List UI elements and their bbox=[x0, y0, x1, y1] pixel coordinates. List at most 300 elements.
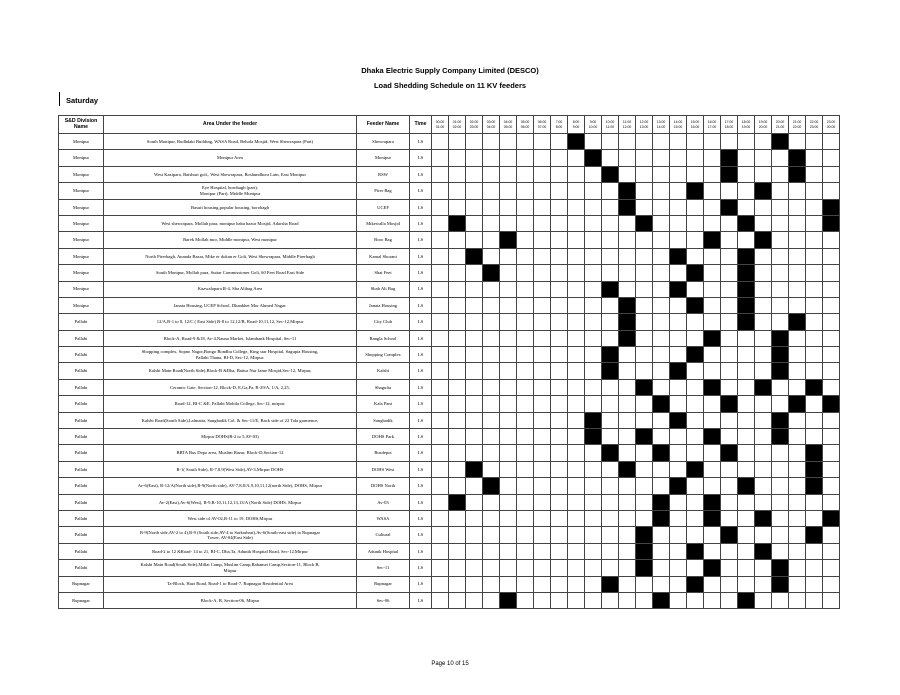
shed-cell bbox=[806, 543, 823, 559]
shed-cell bbox=[619, 248, 636, 264]
shed-cell-active bbox=[687, 183, 704, 199]
hour-from: 06:00 bbox=[537, 120, 547, 125]
shed-cell bbox=[534, 429, 551, 445]
shed-cell bbox=[534, 461, 551, 477]
shed-cell bbox=[687, 478, 704, 494]
shed-cell-active bbox=[687, 543, 704, 559]
shed-cell bbox=[449, 429, 466, 445]
shed-cell-active bbox=[789, 314, 806, 330]
feeder-cell: Shat Feet bbox=[357, 265, 410, 281]
shed-cell bbox=[806, 363, 823, 379]
shed-cell bbox=[432, 248, 449, 264]
table-row bbox=[59, 314, 840, 330]
shed-cell bbox=[789, 510, 806, 526]
shed-cell bbox=[483, 134, 500, 150]
area-cell: Janata Housing, UCEP School, Dhankhet Mor Ahmed Nagar. bbox=[104, 297, 357, 313]
shed-cell bbox=[534, 347, 551, 363]
shed-cell bbox=[619, 478, 636, 494]
area-cell: R-9(North side,AV-2 to 4),R-9 (South side,AV-4 to Sarkarbari),Av-6(South-east side) to Rupnagar Tower, AV-04(East Side) bbox=[104, 527, 357, 543]
shed-cell bbox=[466, 134, 483, 150]
shed-cell bbox=[500, 527, 517, 543]
shed-cell bbox=[500, 265, 517, 281]
shed-cell bbox=[619, 527, 636, 543]
shed-cell bbox=[670, 134, 687, 150]
shed-cell bbox=[432, 314, 449, 330]
shed-cell-active bbox=[687, 265, 704, 281]
shed-cell bbox=[806, 248, 823, 264]
shed-cell bbox=[806, 510, 823, 526]
shed-cell bbox=[449, 379, 466, 395]
shed-cell bbox=[432, 510, 449, 526]
table-row bbox=[59, 412, 840, 428]
table-row bbox=[59, 445, 840, 461]
shed-cell bbox=[619, 265, 636, 281]
hour-to: 21:00 bbox=[775, 124, 785, 129]
area-cell: Kalshi Road(South Side),Lalmatia, Sangbadik Col. & Sec-11/E, Back side of 22 Tala garmence, bbox=[104, 412, 357, 428]
shed-cell bbox=[619, 363, 636, 379]
shed-cell bbox=[602, 314, 619, 330]
shed-cell bbox=[636, 412, 653, 428]
hour-from: 7:00 bbox=[555, 120, 563, 125]
shed-cell-active bbox=[755, 379, 772, 395]
area-cell: Basuti housing,popular housing, borobagh bbox=[104, 199, 357, 215]
shed-cell bbox=[687, 379, 704, 395]
shed-cell bbox=[449, 560, 466, 576]
company-title: Dhaka Electric Supply Company Limited (DESCO) bbox=[361, 66, 539, 75]
shed-cell-active bbox=[466, 248, 483, 264]
shed-cell bbox=[704, 248, 721, 264]
shed-cell bbox=[636, 314, 653, 330]
shed-cell bbox=[755, 297, 772, 313]
shed-cell bbox=[619, 347, 636, 363]
shed-cell bbox=[636, 592, 653, 608]
shed-cell bbox=[823, 183, 840, 199]
shed-cell bbox=[636, 363, 653, 379]
area-cell: North Pirerbagh, Ananda Bazar, Mike er dokan er Goli, West Shewrapara, Middle Pirerbagh bbox=[104, 248, 357, 264]
shed-cell bbox=[619, 576, 636, 592]
feeder-cell: Shah Ali Bag bbox=[357, 281, 410, 297]
hour-to: 01:00 bbox=[435, 124, 445, 129]
shed-cell-active bbox=[806, 527, 823, 543]
shed-cell bbox=[806, 429, 823, 445]
shed-cell bbox=[483, 429, 500, 445]
shed-cell bbox=[738, 199, 755, 215]
shed-cell bbox=[653, 543, 670, 559]
shed-cell bbox=[483, 248, 500, 264]
shed-cell bbox=[534, 248, 551, 264]
shed-cell bbox=[602, 396, 619, 412]
shed-cell bbox=[585, 166, 602, 182]
time-cell: LS bbox=[410, 527, 432, 543]
shed-cell-active bbox=[653, 510, 670, 526]
shed-cell bbox=[755, 592, 772, 608]
shed-cell bbox=[483, 592, 500, 608]
shed-cell bbox=[789, 183, 806, 199]
shed-cell bbox=[755, 363, 772, 379]
shed-cell-active bbox=[738, 297, 755, 313]
shed-cell bbox=[687, 330, 704, 346]
shed-cell bbox=[500, 543, 517, 559]
shed-cell bbox=[602, 215, 619, 231]
time-cell: LS bbox=[410, 560, 432, 576]
feeder-cell: RSW bbox=[357, 166, 410, 182]
shed-cell bbox=[687, 363, 704, 379]
shed-cell bbox=[806, 265, 823, 281]
shed-cell bbox=[517, 330, 534, 346]
shed-cell bbox=[585, 478, 602, 494]
shed-cell-active bbox=[789, 166, 806, 182]
shed-cell bbox=[534, 412, 551, 428]
shed-cell-active bbox=[772, 347, 789, 363]
shed-cell bbox=[619, 396, 636, 412]
shed-cell bbox=[534, 478, 551, 494]
shed-cell bbox=[432, 429, 449, 445]
shed-cell bbox=[738, 150, 755, 166]
shed-cell bbox=[500, 134, 517, 150]
shed-cell bbox=[568, 543, 585, 559]
shed-cell bbox=[432, 379, 449, 395]
shed-cell bbox=[619, 560, 636, 576]
shed-cell-active bbox=[738, 265, 755, 281]
shed-cell bbox=[602, 478, 619, 494]
time-cell: LS bbox=[410, 494, 432, 510]
header-hour bbox=[432, 116, 449, 134]
shed-cell bbox=[738, 494, 755, 510]
table-row bbox=[59, 199, 840, 215]
table-row bbox=[59, 560, 840, 576]
shed-cell-active bbox=[772, 363, 789, 379]
shed-cell bbox=[687, 248, 704, 264]
shed-cell bbox=[568, 478, 585, 494]
shed-cell bbox=[823, 412, 840, 428]
shed-cell bbox=[636, 347, 653, 363]
shed-cell bbox=[449, 134, 466, 150]
shed-cell bbox=[687, 199, 704, 215]
hour-from: 15:00 bbox=[690, 120, 700, 125]
area-cell: Monipur Area bbox=[104, 150, 357, 166]
shed-cell bbox=[517, 134, 534, 150]
shed-cell bbox=[823, 445, 840, 461]
shed-cell bbox=[551, 134, 568, 150]
shed-cell bbox=[636, 494, 653, 510]
shed-cell bbox=[568, 166, 585, 182]
shed-cell bbox=[755, 445, 772, 461]
shed-cell bbox=[653, 461, 670, 477]
shed-cell bbox=[449, 232, 466, 248]
shed-cell-active bbox=[789, 150, 806, 166]
shed-cell bbox=[466, 592, 483, 608]
division-cell: Pallabi bbox=[59, 314, 104, 330]
division-cell: Monipur bbox=[59, 297, 104, 313]
shed-cell bbox=[619, 543, 636, 559]
shed-cell bbox=[636, 281, 653, 297]
shed-cell bbox=[517, 510, 534, 526]
shed-cell bbox=[755, 281, 772, 297]
shed-cell bbox=[789, 215, 806, 231]
shed-cell bbox=[823, 494, 840, 510]
shed-cell-active bbox=[568, 134, 585, 150]
shed-cell bbox=[585, 592, 602, 608]
shed-cell-active bbox=[636, 429, 653, 445]
hour-to: 15:00 bbox=[673, 124, 683, 129]
shed-cell bbox=[483, 396, 500, 412]
shed-cell bbox=[755, 215, 772, 231]
feeder-cell: DOHS North bbox=[357, 478, 410, 494]
area-cell: 12/A,R-1 to 8, 12/C ( East Side) R-8 to 12,12/B, Road-10,11,12, Sec-12,Mirpur bbox=[104, 314, 357, 330]
shed-cell bbox=[449, 183, 466, 199]
shed-cell bbox=[602, 527, 619, 543]
hour-from: 22:00 bbox=[809, 120, 819, 125]
shed-cell bbox=[500, 560, 517, 576]
shed-cell bbox=[432, 150, 449, 166]
shed-cell bbox=[636, 248, 653, 264]
shed-cell bbox=[517, 445, 534, 461]
table-row bbox=[59, 379, 840, 395]
hour-from: 00:00 bbox=[435, 120, 445, 125]
shed-cell bbox=[721, 576, 738, 592]
shed-cell-active bbox=[772, 429, 789, 445]
shed-cell bbox=[721, 363, 738, 379]
shed-cell bbox=[585, 134, 602, 150]
time-cell: LS bbox=[410, 134, 432, 150]
shed-cell bbox=[721, 265, 738, 281]
shed-cell-active bbox=[704, 232, 721, 248]
shed-cell bbox=[483, 363, 500, 379]
shed-cell bbox=[585, 494, 602, 510]
shed-cell bbox=[568, 592, 585, 608]
shed-cell bbox=[483, 215, 500, 231]
shed-cell-active bbox=[806, 445, 823, 461]
shed-cell bbox=[653, 183, 670, 199]
shed-cell-active bbox=[687, 576, 704, 592]
feeder-cell: Shagufta bbox=[357, 379, 410, 395]
header-hour bbox=[568, 116, 585, 134]
hour-to: 8:00 bbox=[555, 124, 563, 129]
shed-cell bbox=[534, 265, 551, 281]
shed-cell bbox=[721, 510, 738, 526]
shed-cell bbox=[585, 560, 602, 576]
shed-cell bbox=[551, 461, 568, 477]
hour-from: 11:00 bbox=[622, 120, 632, 125]
table-row bbox=[59, 396, 840, 412]
shed-cell bbox=[721, 592, 738, 608]
shed-cell bbox=[449, 363, 466, 379]
shed-cell bbox=[585, 183, 602, 199]
shed-cell bbox=[772, 265, 789, 281]
shed-cell bbox=[432, 134, 449, 150]
hour-to: 13:00 bbox=[639, 124, 649, 129]
shed-cell bbox=[619, 379, 636, 395]
shed-cell bbox=[432, 199, 449, 215]
feeder-cell: Bangla School bbox=[357, 330, 410, 346]
shed-cell bbox=[721, 215, 738, 231]
shed-cell bbox=[568, 314, 585, 330]
shed-cell bbox=[636, 576, 653, 592]
division-cell: Pallabi bbox=[59, 527, 104, 543]
shed-cell bbox=[483, 461, 500, 477]
shed-cell bbox=[721, 560, 738, 576]
shed-cell bbox=[517, 592, 534, 608]
shed-cell-active bbox=[823, 199, 840, 215]
division-cell: Monipur bbox=[59, 281, 104, 297]
shed-cell bbox=[704, 412, 721, 428]
shed-cell bbox=[432, 297, 449, 313]
shed-cell bbox=[772, 248, 789, 264]
shed-cell bbox=[534, 363, 551, 379]
shed-cell bbox=[670, 560, 687, 576]
shed-cell bbox=[449, 297, 466, 313]
shed-cell bbox=[551, 183, 568, 199]
shed-cell bbox=[636, 297, 653, 313]
shed-cell bbox=[687, 412, 704, 428]
shed-cell bbox=[551, 592, 568, 608]
shed-cell bbox=[670, 166, 687, 182]
shed-cell bbox=[636, 232, 653, 248]
shed-cell-active bbox=[721, 199, 738, 215]
shed-cell bbox=[721, 232, 738, 248]
feeder-cell: Sec-11 bbox=[357, 560, 410, 576]
shed-cell bbox=[466, 347, 483, 363]
shed-cell bbox=[585, 281, 602, 297]
shed-cell bbox=[755, 199, 772, 215]
shed-cell bbox=[806, 281, 823, 297]
shed-cell bbox=[823, 166, 840, 182]
shed-cell bbox=[568, 461, 585, 477]
shed-cell bbox=[755, 560, 772, 576]
shed-cell bbox=[500, 314, 517, 330]
shed-cell bbox=[500, 576, 517, 592]
shed-cell bbox=[823, 543, 840, 559]
time-cell: LS bbox=[410, 510, 432, 526]
shed-cell bbox=[619, 134, 636, 150]
shed-cell bbox=[449, 347, 466, 363]
hour-from: 14:00 bbox=[673, 120, 683, 125]
shed-cell bbox=[636, 510, 653, 526]
division-cell: Pallabi bbox=[59, 363, 104, 379]
shed-cell bbox=[432, 576, 449, 592]
shed-cell bbox=[687, 396, 704, 412]
shed-cell bbox=[755, 347, 772, 363]
shed-cell bbox=[585, 363, 602, 379]
shed-cell-active bbox=[670, 363, 687, 379]
shed-cell bbox=[500, 494, 517, 510]
header-hour bbox=[483, 116, 500, 134]
shed-cell bbox=[551, 232, 568, 248]
hour-to: 17:00 bbox=[707, 124, 717, 129]
shed-cell bbox=[755, 576, 772, 592]
table-row bbox=[59, 134, 840, 150]
shed-cell bbox=[534, 232, 551, 248]
area-cell: Ceramic Gate, Section-12, Block-D, E,Ga,Pa, R-29/A, 1/A, 2,25, bbox=[104, 379, 357, 395]
shed-cell-active bbox=[823, 510, 840, 526]
shed-cell bbox=[551, 199, 568, 215]
shed-cell bbox=[551, 494, 568, 510]
shed-cell bbox=[432, 412, 449, 428]
shed-cell bbox=[432, 281, 449, 297]
shed-cell-active bbox=[687, 461, 704, 477]
shed-cell bbox=[653, 248, 670, 264]
shed-cell bbox=[483, 199, 500, 215]
shed-cell bbox=[534, 166, 551, 182]
shed-cell bbox=[772, 183, 789, 199]
time-cell: LS bbox=[410, 166, 432, 182]
shed-cell bbox=[670, 265, 687, 281]
shed-cell bbox=[517, 215, 534, 231]
table-row bbox=[59, 527, 840, 543]
shed-cell bbox=[449, 592, 466, 608]
shed-cell bbox=[653, 347, 670, 363]
hour-to: 22:00 bbox=[792, 124, 802, 129]
division-cell: Pallabi bbox=[59, 461, 104, 477]
shed-cell bbox=[466, 199, 483, 215]
shed-cell-active bbox=[806, 478, 823, 494]
shed-cell bbox=[619, 150, 636, 166]
shed-cell bbox=[772, 478, 789, 494]
shed-cell bbox=[602, 560, 619, 576]
shed-cell bbox=[517, 166, 534, 182]
shed-cell bbox=[568, 183, 585, 199]
shed-cell bbox=[449, 330, 466, 346]
shed-cell bbox=[823, 281, 840, 297]
shed-cell bbox=[585, 199, 602, 215]
shed-cell bbox=[687, 215, 704, 231]
header-hour bbox=[755, 116, 772, 134]
shed-cell bbox=[551, 527, 568, 543]
header-hour bbox=[466, 116, 483, 134]
hour-from: 19:00 bbox=[758, 120, 768, 125]
shed-cell bbox=[602, 330, 619, 346]
shed-cell bbox=[653, 429, 670, 445]
feeder-cell: UCEF bbox=[357, 199, 410, 215]
shed-cell bbox=[585, 215, 602, 231]
shed-cell-active bbox=[721, 166, 738, 182]
shed-cell bbox=[721, 478, 738, 494]
shed-cell bbox=[568, 576, 585, 592]
feeder-cell: Sangbadik bbox=[357, 412, 410, 428]
shed-cell-active bbox=[738, 592, 755, 608]
shed-cell bbox=[551, 166, 568, 182]
shed-cell bbox=[653, 215, 670, 231]
shed-cell bbox=[517, 150, 534, 166]
shed-cell bbox=[483, 510, 500, 526]
shed-cell-active bbox=[738, 248, 755, 264]
shed-cell bbox=[789, 560, 806, 576]
shed-cell bbox=[568, 232, 585, 248]
shed-cell bbox=[687, 134, 704, 150]
shed-cell bbox=[670, 510, 687, 526]
shed-cell bbox=[738, 363, 755, 379]
shed-cell bbox=[500, 199, 517, 215]
shed-cell-active bbox=[721, 396, 738, 412]
shed-cell bbox=[823, 232, 840, 248]
feeder-cell: Boro Bag bbox=[357, 232, 410, 248]
hour-to: 20:00 bbox=[758, 124, 768, 129]
time-cell: LS bbox=[410, 314, 432, 330]
division-cell: Monipur bbox=[59, 232, 104, 248]
shed-cell bbox=[500, 396, 517, 412]
shed-cell bbox=[704, 265, 721, 281]
shed-cell bbox=[466, 215, 483, 231]
hour-to: 18:00 bbox=[724, 124, 734, 129]
shed-cell bbox=[738, 347, 755, 363]
shed-cell bbox=[721, 429, 738, 445]
shed-cell bbox=[653, 379, 670, 395]
time-cell: LS bbox=[410, 396, 432, 412]
shed-cell bbox=[704, 347, 721, 363]
shed-cell bbox=[551, 347, 568, 363]
hour-from: 9:00 bbox=[589, 120, 597, 125]
shed-cell bbox=[687, 592, 704, 608]
